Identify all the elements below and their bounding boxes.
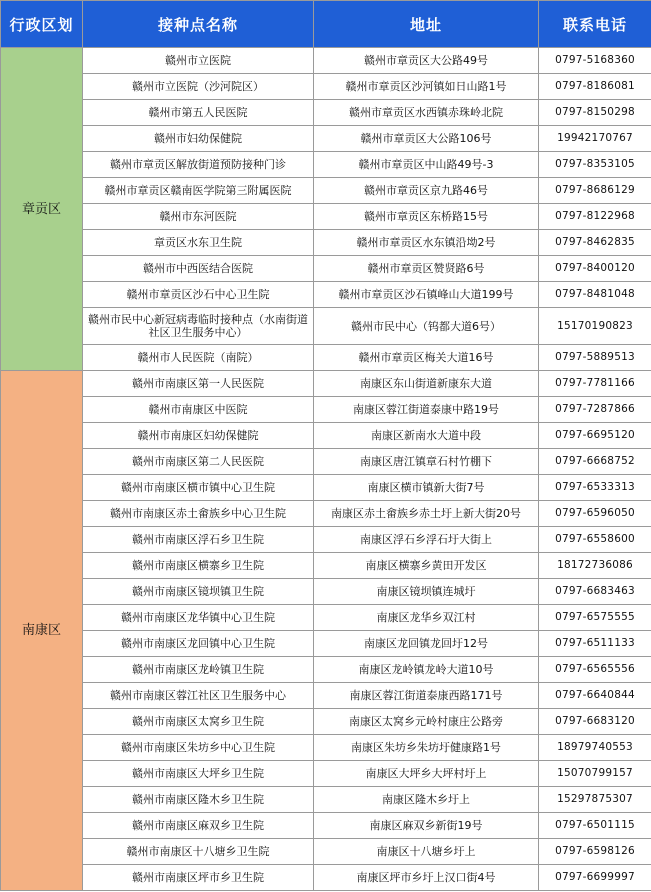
site-name-cell: 赣州市第五人民医院 [83,100,314,126]
phone-cell: 15297875307 [539,787,651,813]
address-cell: 赣州市章贡区京九路46号 [314,178,539,204]
address-cell: 赣州市章贡区中山路49号-3 [314,152,539,178]
phone-cell: 0797-8353105 [539,152,651,178]
site-name-cell: 赣州市南康区镜坝镇卫生院 [83,579,314,605]
site-name-cell: 赣州市南康区中医院 [83,397,314,423]
table-row [1,449,651,475]
address-cell: 南康区新南水大道中段 [314,423,539,449]
address-cell: 赣州市章贡区大公路106号 [314,126,539,152]
site-name-cell: 赣州市南康区隆木乡卫生院 [83,787,314,813]
table-row [1,345,651,371]
table-row [1,553,651,579]
site-name-cell: 赣州市民中心新冠病毒临时接种点（水南街道社区卫生服务中心） [83,308,314,345]
address-cell: 赣州市章贡区水东镇沿坳2号 [314,230,539,256]
phone-cell: 0797-6511133 [539,631,651,657]
table-row [1,527,651,553]
site-name-cell: 赣州市南康区大坪乡卫生院 [83,761,314,787]
phone-cell: 0797-8481048 [539,282,651,308]
header-phone: 联系电话 [539,1,651,48]
table-row [1,683,651,709]
header-address: 地址 [314,1,539,48]
table-row [1,761,651,787]
phone-cell: 15170190823 [539,308,651,345]
site-name-cell: 赣州市南康区太窝乡卫生院 [83,709,314,735]
site-name-cell: 赣州市南康区妇幼保健院 [83,423,314,449]
address-cell: 南康区十八塘乡圩上 [314,839,539,865]
phone-cell: 0797-6596050 [539,501,651,527]
table-row [1,787,651,813]
table-row [1,631,651,657]
table-row [1,74,651,100]
address-cell: 南康区镜坝镇连城圩 [314,579,539,605]
address-cell: 赣州市民中心（钨都大道6号） [314,308,539,345]
table-row [1,865,651,891]
phone-cell: 0797-6683463 [539,579,651,605]
phone-cell: 0797-8150298 [539,100,651,126]
address-cell: 南康区横市镇新大街7号 [314,475,539,501]
site-name-cell: 赣州市南康区第一人民医院 [83,371,314,397]
phone-cell: 0797-6683120 [539,709,651,735]
site-name-cell: 赣州市南康区蓉江社区卫生服务中心 [83,683,314,709]
site-name-cell: 赣州市立医院（沙河院区） [83,74,314,100]
address-cell: 赣州市章贡区东桥路15号 [314,204,539,230]
table-row [1,178,651,204]
phone-cell: 0797-6699997 [539,865,651,891]
site-name-cell: 赣州市南康区第二人民医院 [83,449,314,475]
site-name-cell: 赣州市妇幼保健院 [83,126,314,152]
phone-cell: 0797-6558600 [539,527,651,553]
address-cell: 南康区麻双乡新街19号 [314,813,539,839]
address-cell: 赣州市章贡区梅关大道16号 [314,345,539,371]
address-cell: 赣州市章贡区沙河镇如日山路1号 [314,74,539,100]
phone-cell: 0797-6533313 [539,475,651,501]
phone-cell: 0797-6565556 [539,657,651,683]
phone-cell: 0797-8462835 [539,230,651,256]
table-row [1,579,651,605]
site-name-cell: 赣州市人民医院（南院） [83,345,314,371]
site-name-cell: 赣州市章贡区沙石中心卫生院 [83,282,314,308]
address-cell: 南康区龙岭镇龙岭大道10号 [314,657,539,683]
address-cell: 南康区东山街道新康东大道 [314,371,539,397]
address-cell: 南康区赤土畲族乡赤土圩上新大街20号 [314,501,539,527]
table-row [1,48,651,74]
address-cell: 南康区坪市乡圩上汉口街4号 [314,865,539,891]
phone-cell: 18979740553 [539,735,651,761]
site-name-cell: 赣州市南康区横寨乡卫生院 [83,553,314,579]
table-row [1,126,651,152]
site-name-cell: 赣州市中西医结合医院 [83,256,314,282]
site-name-cell: 赣州市南康区朱坊乡中心卫生院 [83,735,314,761]
site-name-cell: 赣州市南康区赤土畲族乡中心卫生院 [83,501,314,527]
address-cell: 南康区朱坊乡朱坊圩健康路1号 [314,735,539,761]
address-cell: 南康区龙华乡双江村 [314,605,539,631]
site-name-cell: 赣州市南康区龙岭镇卫生院 [83,657,314,683]
address-cell: 赣州市章贡区沙石镇峰山大道199号 [314,282,539,308]
address-cell: 南康区唐江镇章石村竹棚下 [314,449,539,475]
address-cell: 南康区横寨乡黄田开发区 [314,553,539,579]
table-row [1,152,651,178]
table-row [1,308,651,345]
table-body [1,48,651,891]
table-header-row [1,1,651,48]
address-cell: 赣州市章贡区赞贤路6号 [314,256,539,282]
address-cell: 南康区浮石乡浮石圩大街上 [314,527,539,553]
header-district: 行政区划 [1,1,83,48]
site-name-cell: 赣州市南康区龙华镇中心卫生院 [83,605,314,631]
table-row [1,204,651,230]
address-cell: 南康区隆木乡圩上 [314,787,539,813]
site-name-cell: 赣州市南康区十八塘乡卫生院 [83,839,314,865]
phone-cell: 0797-5889513 [539,345,651,371]
phone-cell: 0797-8686129 [539,178,651,204]
address-cell: 南康区太窝乡元岭村康庄公路旁 [314,709,539,735]
phone-cell: 0797-8122968 [539,204,651,230]
address-cell: 赣州市章贡区水西镇赤珠岭北院 [314,100,539,126]
table-row [1,709,651,735]
table-row [1,839,651,865]
table-row [1,657,651,683]
address-cell: 赣州市章贡区大公路49号 [314,48,539,74]
table-row [1,230,651,256]
phone-cell: 0797-6598126 [539,839,651,865]
site-name-cell: 赣州市南康区坪市乡卫生院 [83,865,314,891]
site-name-cell: 赣州市立医院 [83,48,314,74]
phone-cell: 19942170767 [539,126,651,152]
phone-cell: 0797-6640844 [539,683,651,709]
address-cell: 南康区大坪乡大坪村圩上 [314,761,539,787]
site-name-cell: 赣州市东河医院 [83,204,314,230]
table-row [1,475,651,501]
table-row [1,605,651,631]
phone-cell: 15070799157 [539,761,651,787]
district-cell: 南康区 [1,371,83,891]
address-cell: 南康区蓉江街道泰康中路19号 [314,397,539,423]
phone-cell: 0797-6668752 [539,449,651,475]
site-name-cell: 赣州市南康区麻双乡卫生院 [83,813,314,839]
phone-cell: 0797-8400120 [539,256,651,282]
table-row [1,100,651,126]
table-row [1,813,651,839]
phone-cell: 0797-7781166 [539,371,651,397]
site-name-cell: 赣州市章贡区解放街道预防接种门诊 [83,152,314,178]
address-cell: 南康区龙回镇龙回圩12号 [314,631,539,657]
site-name-cell: 章贡区水东卫生院 [83,230,314,256]
table-row [1,423,651,449]
site-name-cell: 赣州市南康区龙回镇中心卫生院 [83,631,314,657]
table-row [1,282,651,308]
phone-cell: 0797-6695120 [539,423,651,449]
district-cell: 章贡区 [1,48,83,371]
phone-cell: 0797-8186081 [539,74,651,100]
phone-cell: 0797-6501115 [539,813,651,839]
site-name-cell: 赣州市章贡区赣南医学院第三附属医院 [83,178,314,204]
table-row [1,735,651,761]
header-site-name: 接种点名称 [83,1,314,48]
phone-cell: 18172736086 [539,553,651,579]
site-name-cell: 赣州市南康区浮石乡卫生院 [83,527,314,553]
table-row [1,501,651,527]
site-name-cell: 赣州市南康区横市镇中心卫生院 [83,475,314,501]
phone-cell: 0797-7287866 [539,397,651,423]
address-cell: 南康区蓉江街道泰康西路171号 [314,683,539,709]
table-row [1,397,651,423]
table-row [1,256,651,282]
table-row [1,371,651,397]
phone-cell: 0797-6575555 [539,605,651,631]
phone-cell: 0797-5168360 [539,48,651,74]
